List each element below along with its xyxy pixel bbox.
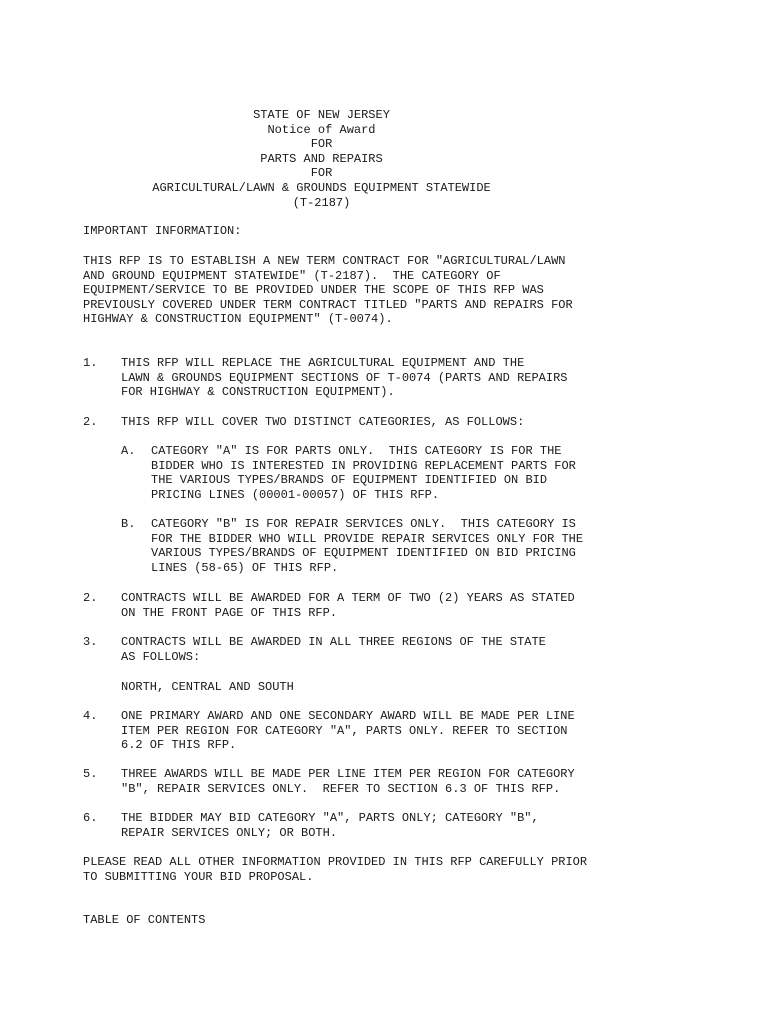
closing-paragraph: PLEASE READ ALL OTHER INFORMATION PROVIDED IN THIS RFP CAREFULLY PRIOR TO SUBMITTING YOUR BID PROPOSAL. xyxy=(83,855,588,884)
list-item-number: 4. xyxy=(83,709,98,723)
list-item-text: ONE PRIMARY AWARD AND ONE SECONDARY AWARD WILL BE MADE PER LINE ITEM PER REGION FOR CATEGORY "A", PARTS ONLY. REFER TO SECTION 6.2 OF THIS RFP. xyxy=(121,709,575,753)
title-line-for-2: FOR xyxy=(310,166,333,181)
list-item-number: 3. xyxy=(83,635,98,649)
title-line-parts-repairs: PARTS AND REPAIRS xyxy=(260,151,383,166)
sub-item-letter: B. xyxy=(121,517,136,531)
list-item-text: THE BIDDER MAY BID CATEGORY "A", PARTS ONLY; CATEGORY "B", REPAIR SERVICES ONLY; OR BOTH. xyxy=(121,811,539,840)
sub-item-letter: A. xyxy=(121,444,136,458)
title-line-equipment: AGRICULTURAL/LAWN & GROUNDS EQUIPMENT STATEWIDE xyxy=(152,180,491,195)
title-line-contract-number: (T-2187) xyxy=(292,195,351,210)
list-item-text: CONTRACTS WILL BE AWARDED IN ALL THREE REGIONS OF THE STATE AS FOLLOWS: xyxy=(121,635,546,664)
intro-paragraph: THIS RFP IS TO ESTABLISH A NEW TERM CONTRACT FOR "AGRICULTURAL/LAWN AND GROUND EQUIPMENT STATEWIDE" (T-2187). THE CATEGORY OF EQUIPMENT/SERVICE TO BE PROVIDED UNDER THE SCOPE OF THIS RFP WAS PREVIOUSLY COVERED UNDER TERM CONTRACT TITLED "PARTS AND REPAIRS FOR HIGHWAY & CONSTRUCTION EQUIPMENT" (T-0074). xyxy=(83,254,573,327)
important-heading: IMPORTANT INFORMATION: xyxy=(83,224,242,238)
list-item-number: 5. xyxy=(83,767,98,781)
list-item-number: 2. xyxy=(83,591,98,605)
title-line-state: STATE OF NEW JERSEY xyxy=(253,108,390,122)
list-item-text: THIS RFP WILL COVER TWO DISTINCT CATEGORIES, AS FOLLOWS: xyxy=(121,415,525,429)
list-item-number: 6. xyxy=(83,811,98,825)
regions-line: NORTH, CENTRAL AND SOUTH xyxy=(121,680,294,694)
title-line-for-1: FOR xyxy=(310,137,333,152)
sub-item-text: CATEGORY "B" IS FOR REPAIR SERVICES ONLY. THIS CATEGORY IS FOR THE BIDDER WHO WILL PROVIDE REPAIR SERVICES ONLY FOR THE VARIOUS TYPES/BRANDS OF EQUIPMENT IDENTIFIED ON BID PRICING LINES (58-65) OF THIS RFP. xyxy=(151,517,584,575)
list-item-text: CONTRACTS WILL BE AWARDED FOR A TERM OF TWO (2) YEARS AS STATED ON THE FRONT PAGE OF THIS RFP. xyxy=(121,591,575,620)
list-item-text: THREE AWARDS WILL BE MADE PER LINE ITEM PER REGION FOR CATEGORY "B", REPAIR SERVICES ONLY. REFER TO SECTION 6.3 OF THIS RFP. xyxy=(121,767,575,796)
list-item-number: 2. xyxy=(83,415,98,429)
title-line-notice: Notice of Award xyxy=(267,122,376,137)
list-item-text: THIS RFP WILL REPLACE THE AGRICULTURAL EQUIPMENT AND THE LAWN & GROUNDS EQUIPMENT SECTIONS OF T-0074 (PARTS AND REPAIRS FOR HIGHWAY & CONSTRUCTION EQUIPMENT). xyxy=(121,356,568,400)
toc-heading: TABLE OF CONTENTS xyxy=(83,913,206,927)
document-title-block xyxy=(0,108,643,210)
list-item-number: 1. xyxy=(83,356,98,370)
sub-item-text: CATEGORY "A" IS FOR PARTS ONLY. THIS CATEGORY IS FOR THE BIDDER WHO IS INTERESTED IN PROVIDING REPLACEMENT PARTS FOR THE VARIOUS TYPES/BRANDS OF EQUIPMENT IDENTIFIED ON BID PRICING LINES (00001-00057) OF THIS RFP. xyxy=(151,444,576,502)
